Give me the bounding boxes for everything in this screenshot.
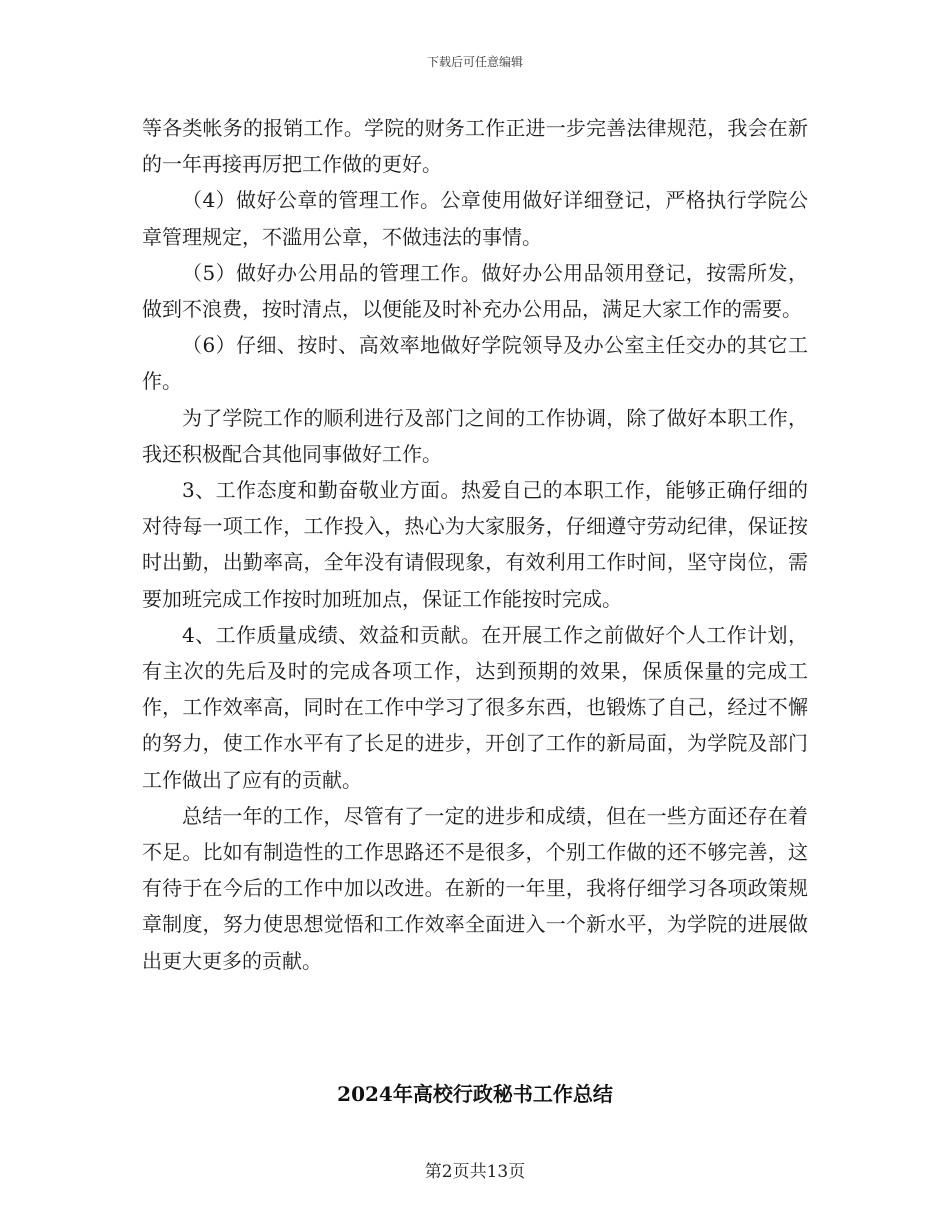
paragraph-work-quality: 4、工作质量成绩、效益和贡献。在开展工作之前做好个人工作计划，有主次的先后及时的完成各项工作，达到预期的效果，保质保量的完成工作，工作效率高，同时在工作中学习了很多东西，也锻炼了自己，经过不懈的努力，使工作水平有了长足的进步，开创了工作的新局面，为学院及部门工作做出了应有的贡献。 [142, 622, 808, 792]
paragraph-summary: 总结一年的工作，尽管有了一定的进步和成绩，但在一些方面还存在着不足。比如有制造性的工作思路还不是很多，个别工作做的还不够完善，这有待于在今后的工作中加以改进。在新的一年里，我将仔细学习各项政策规章制度，努力使思想觉悟和工作效率全面进入一个新水平，为学院的进展做出更大更多的贡献。 [142, 803, 808, 973]
document-title: 2024年高校行政秘书工作总结 [337, 1082, 613, 1106]
header-note: 下载后可任意编辑 [426, 55, 523, 69]
paragraph-cooperation: 为了学院工作的顺利进行及部门之间的工作协调，除了做好本职工作，我还积极配合其他同事做好工作。 [142, 405, 808, 466]
paragraph-continuation: 等各类帐务的报销工作。学院的财务工作正进一步完善法律规范，我会在新的一年再接再厉把工作做的更好。 [142, 116, 808, 177]
page-footer: 第2页共13页 [424, 1162, 526, 1182]
paragraph-other-tasks: （6）仔细、按时、高效率地做好学院领导及办公室主任交办的其它工作。 [142, 333, 808, 394]
paragraph-work-attitude: 3、工作态度和勤奋敬业方面。热爱自己的本职工作，能够正确仔细的对待每一项工作，工作投入，热心为大家服务，仔细遵守劳动纪律，保证按时出勤，出勤率高，全年没有请假现象，有效利用工作时间，坚守岗位，需要加班完成工作按时加班加点，保证工作能按时完成。 [142, 478, 808, 611]
document-body [142, 110, 808, 979]
paragraph-seal-management: （4）做好公章的管理工作。公章使用做好详细登记，严格执行学院公章管理规定，不滥用公章，不做违法的事情。 [142, 188, 808, 249]
paragraph-office-supplies: （5）做好办公用品的管理工作。做好办公用品领用登记，按需所发，做到不浪费，按时清点，以便能及时补充办公用品，满足大家工作的需要。 [142, 260, 808, 322]
